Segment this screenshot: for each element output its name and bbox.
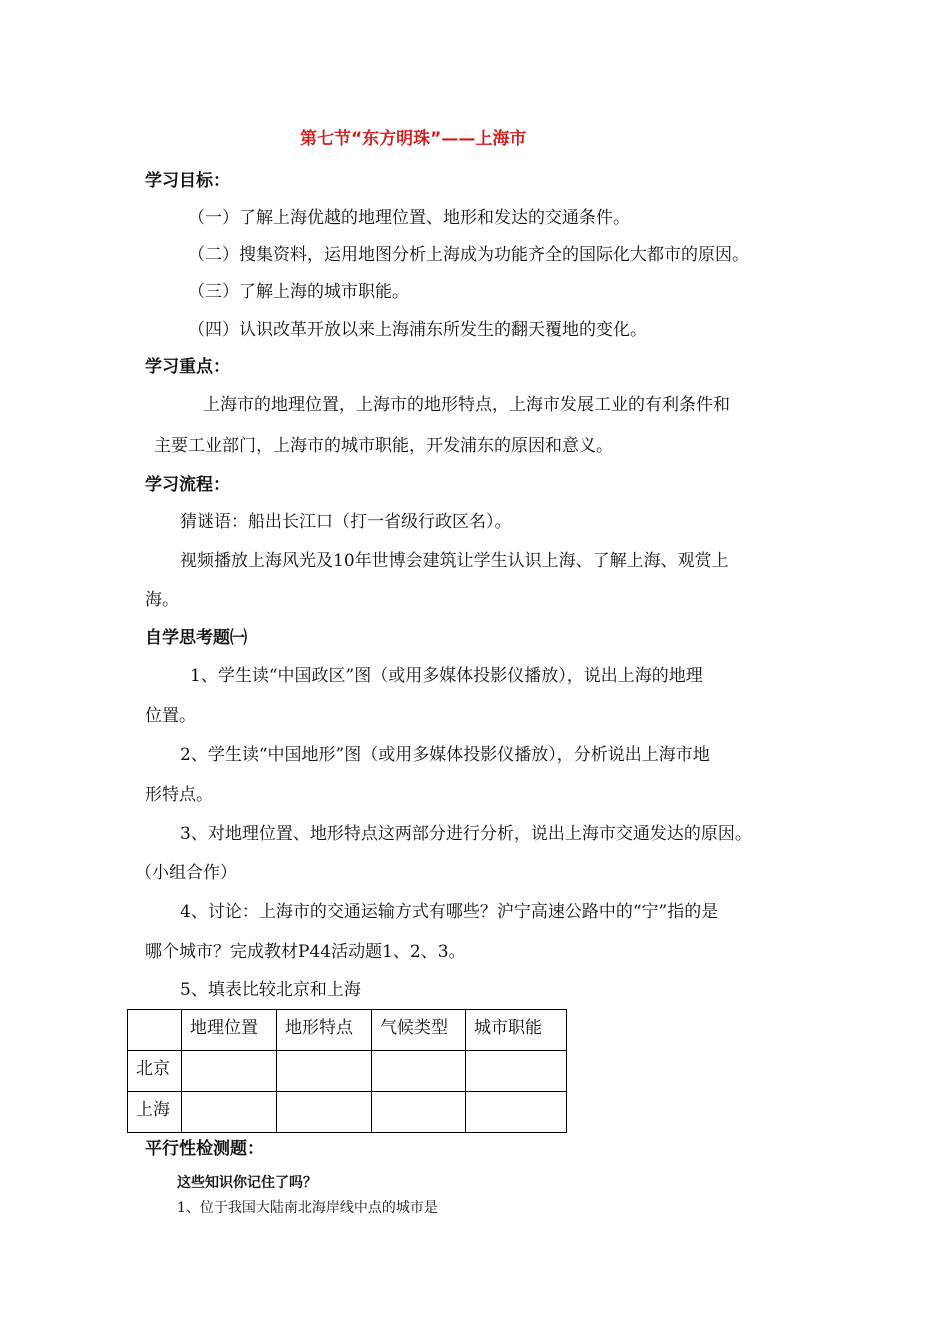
keypoints-heading: 学习重点： bbox=[145, 357, 230, 377]
page-title: 第七节“东方明珠”——上海市 bbox=[300, 129, 527, 149]
table-header-cell: 地形特点 bbox=[277, 1010, 372, 1051]
table-cell bbox=[182, 1051, 277, 1092]
process-line: 视频播放上海风光及10年世博会建筑让学生认识上海、了解上海、观赏上 bbox=[180, 551, 729, 571]
selfstudy-line: 位置。 bbox=[145, 706, 196, 726]
objectives-heading: 学习目标： bbox=[145, 171, 230, 191]
keypoints-line: 主要工业部门，上海市的城市职能，开发浦东的原因和意义。 bbox=[154, 436, 613, 456]
objective-item: （三）了解上海的城市职能。 bbox=[188, 282, 409, 302]
selfstudy-line: 1、学生读“中国政区”图（或用多媒体投影仪播放），说出上海的地理 bbox=[190, 666, 703, 686]
table-cell bbox=[372, 1092, 466, 1133]
process-heading: 学习流程： bbox=[145, 475, 230, 495]
parallel-question: 1、位于我国大陆南北海岸线中点的城市是 bbox=[177, 1200, 438, 1216]
table-row bbox=[128, 1051, 567, 1092]
table-cell bbox=[182, 1092, 277, 1133]
selfstudy-heading: 自学思考题㈠ bbox=[145, 628, 247, 648]
selfstudy-line: 5、填表比较北京和上海 bbox=[180, 980, 361, 1000]
table-row-label: 上海 bbox=[128, 1092, 182, 1133]
keypoints-line: 上海市的地理位置，上海市的地形特点，上海市发展工业的有利条件和 bbox=[203, 395, 730, 415]
table-cell bbox=[466, 1092, 567, 1133]
table-row-label: 北京 bbox=[128, 1051, 182, 1092]
selfstudy-line: 哪个城市？完成教材P44活动题1、2、3。 bbox=[145, 942, 466, 962]
selfstudy-line: （小组合作） bbox=[135, 863, 237, 883]
table-header-row bbox=[128, 1010, 567, 1051]
process-line: 海。 bbox=[145, 590, 179, 610]
table-cell bbox=[372, 1051, 466, 1092]
table-header-cell: 城市职能 bbox=[466, 1010, 567, 1051]
table-header-cell: 地理位置 bbox=[182, 1010, 277, 1051]
selfstudy-line: 形特点。 bbox=[145, 785, 213, 805]
table-cell bbox=[277, 1051, 372, 1092]
objective-item: （四）认识改革开放以来上海浦东所发生的翻天覆地的变化。 bbox=[188, 320, 647, 340]
table-cell bbox=[466, 1051, 567, 1092]
table-header-cell bbox=[128, 1010, 182, 1051]
table-row bbox=[128, 1092, 567, 1133]
objective-item: （一）了解上海优越的地理位置、地形和发达的交通条件。 bbox=[188, 208, 630, 228]
parallel-subheading: 这些知识你记住了吗？ bbox=[177, 1175, 317, 1191]
selfstudy-line: 2、学生读“中国地形”图（或用多媒体投影仪播放），分析说出上海市地 bbox=[180, 745, 710, 765]
selfstudy-line: 3、对地理位置、地形特点这两部分进行分析，说出上海市交通发达的原因。 bbox=[180, 824, 752, 844]
parallel-heading: 平行性检测题： bbox=[145, 1139, 264, 1159]
process-line: 猜谜语：船出长江口（打一省级行政区名）。 bbox=[180, 512, 512, 532]
comparison-table bbox=[127, 1009, 567, 1133]
table-header-cell: 气候类型 bbox=[372, 1010, 466, 1051]
objective-item: （二）搜集资料，运用地图分析上海成为功能齐全的国际化大都市的原因。 bbox=[188, 245, 749, 265]
table-cell bbox=[277, 1092, 372, 1133]
selfstudy-line: 4、讨论：上海市的交通运输方式有哪些？沪宁高速公路中的“宁”指的是 bbox=[180, 902, 719, 922]
